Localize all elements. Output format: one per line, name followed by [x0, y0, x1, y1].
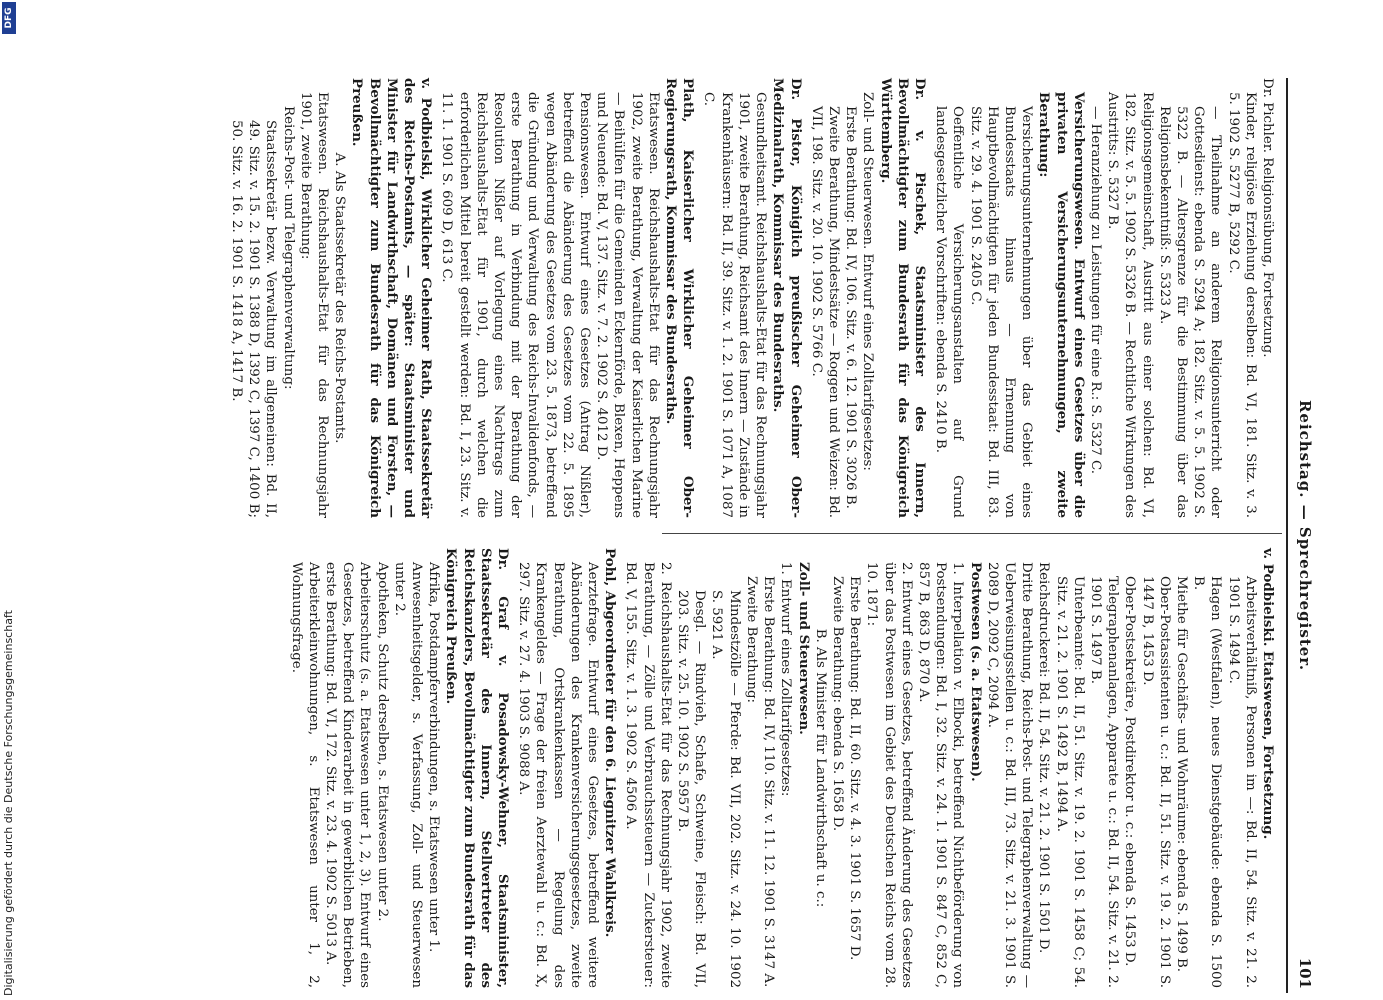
entry: Dr. Pichler. Religionsübung, Fortsetzung. — [1260, 78, 1275, 358]
entry: Plath, Kaiserlicher Wirklicher Geheimer Ober-Regierungsrath, Kommissar des Bundesraths. — [663, 78, 697, 518]
entry: Postwesen (s. a. Etatswesen). — [967, 562, 984, 782]
entry: Hagen (Westfalen), neues Dienstgebäude: ebenda S. 1500 B. — [1191, 576, 1224, 988]
entry: Etatswesen. Reichshaushalts-Etat für das Rechnungsjahr 1902, zweite Berathung, Verwaltung der Kaiserlichen Marine — Beihülfen für die Gemeinden Eckernförde, Blexen, Heppens und Neuende: Bd. V, 137. Sitz. v. 7. 2. 1902 S. 4012 D. — [594, 92, 661, 518]
entry: Zoll- und Steuerwesen. — [795, 562, 812, 735]
entry: Dr. v. Pischek, Staatsminister des Innern, Bevollmächtigter zum Bundesrath für das Königreich Württemberg. — [877, 78, 928, 518]
entry: Religionsgemeinschaft, Austritt aus einer solchen: Bd. VI, 182. Sitz. v. 5. 5. 1902 S. 5326 B. — Rechtliche Wirkungen des Austritts: S. 5327 B. — [1105, 92, 1155, 518]
entry: Staatssekretär bezw. Verwaltung im allgemeinen: Bd. II, 49. Sitz. v. 15. 2. 1901 S. 1388 D, 1392 C, 1397 C, 1400 B; 50. Sitz. v. 16. 2. 1901 S. 1418 A, 1417 B. — [229, 120, 279, 518]
entry: — Heranziehung zu Leistungen für eine R.: S. 5327 C. — [1087, 106, 1103, 475]
entry: Anwesenheitsgelder, s. Verfassung, Zoll- und Steuerwesen unter 2. — [391, 562, 425, 988]
entry: Ober-Postsekretäre, Postdirektor u. c.: ebenda S. 1453 D. — [1122, 576, 1138, 967]
running-head: Reichstag. — Sprechregister. — [1296, 399, 1314, 672]
entry: Pensionswesen. Entwurf eines Gesetzes (Antrag Nißler), betreffend die Abänderung des Gesetzes vom 22. 5. 1895 wegen Abänderung des Gesetzes vom 23. 5. 1873, betreffend die Gründung und Verwaltung des Reichs-Invalidenfonds, — erste Berathung in Verbindung mit der Berathung der Resolution Nißler auf Vorlegung eines Nachtrags zum Reichshaushalts-Etat für 1901, durch welchen die erforderlichen Mittel bereit gestellt werden: Bd. I, 23. Sitz. v. 11. 1. 1901 S. 609 D, 613 C. — [439, 92, 593, 518]
page-number: 101 — [1296, 957, 1314, 989]
entry: Oeffentliche Versicherungsanstalten auf Grund landesgesetzlicher Vorschriften: ebenda S. 2410 B. — [933, 106, 966, 518]
page-header — [1286, 78, 1316, 993]
entry: Pohl, Abgeordneter für den 6. Liegnitzer Wahlkreis. — [602, 548, 619, 938]
entry: Arbeitsverhältniß, Personen im —: Bd. II, 54. Sitz. v. 21. 2. 1901 S. 1494 C. — [1225, 576, 1258, 988]
entry: — Theilnahme an anderem Religionsunterricht oder Gottesdienst: ebenda S. 5294 A; 182. Sitz. v. 5. 5. 1902 S. 5322 B. — Altersgrenze für die Bestimmung über das Religionsbekenntniß: S. 5323 A. — [1156, 106, 1224, 518]
entry: Arbeiterkleinwohnungen, s. Etatswesen unter 1, 2, Wohnungsfrage. — [288, 562, 321, 988]
entry: Zweite Berathung: — [743, 576, 759, 704]
entry: 2. Reichshaushalts-Etat für das Rechnungsjahr 1902, zweite Berathung, — Zölle und Verbrauchssteuern — Zuckersteuer: Bd. V, 155. Sitz. v. 1. 3. 1902 S. 4506 A. — [623, 562, 673, 988]
entry: B. Als Minister für Landwirthschaft u. c.: — [812, 628, 828, 908]
entry: Zoll- und Steuerwesen. Entwurf eines Zolltarifgesetzes: — [860, 92, 876, 471]
entry: Dr. Graf v. Posadowsky-Wehner, Staatsminister, Staatssekretär des Innern, Stellvertreter des Reichskanzlers, Bevollmächtigter zum Bundesrath für das Königreich Preußen. — [443, 548, 512, 988]
entry: Dritte Berathung, Reichs-Post- und Telegraphenverwaltung — Ueberweisungsstellen u. c.: Bd. III, 73. Sitz. v. 21. 3. 1901 S. 2089 D, 2092 C, 2094 A. — [984, 562, 1035, 988]
entry: Mindestzölle — Pferde: Bd. VII, 202. Sitz. v. 24. 10. 1902 S. 5921 A. — [709, 590, 742, 988]
entry: A. Als Staatssekretär des Reichs-Postamts. — [332, 152, 348, 444]
entry: Miethe für Geschäfts- und Wohnräume: ebenda S. 1499 B. — [1173, 576, 1189, 973]
dfg-logo: DFG — [2, 2, 16, 34]
entry: Kinder, religiöse Erziehung derselben: Bd. VI, 181. Sitz. v. 3. 5. 1902 S. 5277 B, 5292 C. — [1225, 92, 1258, 518]
entry: Gesundheitsamt. Reichshaushalts-Etat für das Rechnungsjahr 1901, zweite Berathung, Reichsamt des Innern — Zustände in Krankenhäusern: Bd. II, 39. Sitz. v. 1. 2. 1901 S. 1071 A, 1087 C. — [701, 92, 769, 518]
entry: Zweite Berathung: ebenda S. 1658 D. — [829, 576, 845, 832]
entry: Zweite Berathung, Mindestsätze — Roggen und Weizen: Bd. VII, 198. Sitz. v. 20. 10. 1902 S. 5766 C. — [808, 106, 841, 518]
entry: v. Podbielski, Wirklicher Geheimer Rath, Staatssekretär des Reichs-Postamts, — später: Staatsminister und Minister für Landwirthschaft, Domänen und Forsten, — Bevollmächtigter zum Bundesrath für das Königreich Preußen. — [349, 78, 435, 518]
entry: Telegraphenanlagen, Apparate u. c.: Bd. II, 54. Sitz. v. 21. 2. 1901 S. 1497 B. — [1087, 576, 1121, 988]
entry: Arbeiterschutz (s. a. Etatswesen unter 1, 2, 3). Entwurf eines Gesetzes, betreffend Kinderarbeit in gewerblichen Betrieben, erste Berathung: Bd. VI, 172. Sitz. v. 23. 4. 1902 S. 5013 A. — [323, 562, 373, 988]
entry: Reichsdruckerei: Bd. II, 54. Sitz. v. 21. 2. 1901 S. 1501 D. — [1036, 562, 1052, 954]
entry: Erste Berathung: Bd. IV, 110. Sitz. v. 11. 12. 1901 S. 3147 A. — [761, 576, 777, 988]
entry: 1. Interpellation v. Elbocki, betreffend Nichtbeförderung von Postsendungen: Bd. I, 32. Sitz. v. 24. 1. 1901 S. 847 C, 852 C, 857 B, 863 D, 870 A. — [915, 562, 966, 988]
left-column — [228, 78, 1276, 518]
entry: v. Podbielski. Etatswesen, Fortsetzung. — [1260, 548, 1276, 840]
entry: Apotheken, Schutz derselben, s. Etatswesen unter 2. — [374, 562, 390, 922]
entry: Erste Berathung: Bd. IV, 106. Sitz. v. 6. 12. 1901 S. 3026 B. — [843, 106, 859, 509]
footer-text: Digitalisierung gefördert durch die Deutsche Forschungsgemeinschaft — [2, 610, 15, 996]
footer — [2, 0, 18, 996]
entry: Etatswesen. Reichshaushalts-Etat für das Rechnungsjahr 1901, zweite Berathung: — [297, 92, 331, 518]
entry: Desgl. — Rindvieh, Schafe, Schweine, Fleisch: Bd. VII, 203. Sitz. v. 25. 10. 1902 S. 5957 B. — [675, 590, 708, 988]
entry: Reichs-Post- und Telegraphenverwaltung: — [280, 106, 296, 390]
entry: Erste Berathung: Bd. II, 60. Sitz. v. 4. 3. 1901 S. 1657 D. — [847, 576, 863, 961]
entry: Versicherungsunternehmungen über das Gebiet eines Bundesstaats hinaus — Ernennung von Hauptbevollmächtigten für jeden Bundesstaat: Bd. III, 83. Sitz. v. 29. 4. 1901 S. 2405 C. — [967, 106, 1035, 518]
entry: 1. Entwurf eines Zolltarifgesetzes: — [778, 562, 794, 797]
entry: Afrika, Postdampferverbindungen, s. Etatswesen unter 1. — [426, 562, 442, 953]
entry: Dr. Pistor, Königlich preußischer Geheimer Ober-Medizinalrath, Kommissar des Bundesraths. — [770, 78, 804, 518]
entry: Unterbeamte: Bd. II, 51. Sitz. v. 19. 2. 1901 S. 1458 C; 54. Sitz. v. 21. 2. 1901 S. 1492 B, 1494 A. — [1053, 576, 1086, 988]
right-column — [287, 548, 1276, 988]
entry: Aerztefrage. Entwurf eines Gesetzes, betreffend weitere Abänderungen des Krankenversicherungsgesetzes, zweite Berathung, Ortskrankenkassen — Regelung des Krankengeldes — Frage der freien Aerztewahl u. c.: Bd. X, 297. Sitz. v. 27. 4. 1903 S. 9088 A. — [516, 562, 601, 988]
entry: Versicherungswesen. Entwurf eines Gesetzes über die privaten Versicherungsunternehmungen, zweite Berathung: — [1036, 92, 1087, 518]
column-divider — [662, 533, 1282, 534]
rotated-page — [81, 78, 1316, 993]
entry: Ober-Postassistenten u. c.: Bd. II, 51. Sitz. v. 19. 2. 1901 S. 1447 B, 1453 D. — [1139, 576, 1172, 988]
entry: 2. Entwurf eines Gesetzes, betreffend Änderung des Gesetzes über das Postwesen im Gebiet des Deutschen Reichs vom 28. 10. 1871: — [864, 562, 914, 988]
